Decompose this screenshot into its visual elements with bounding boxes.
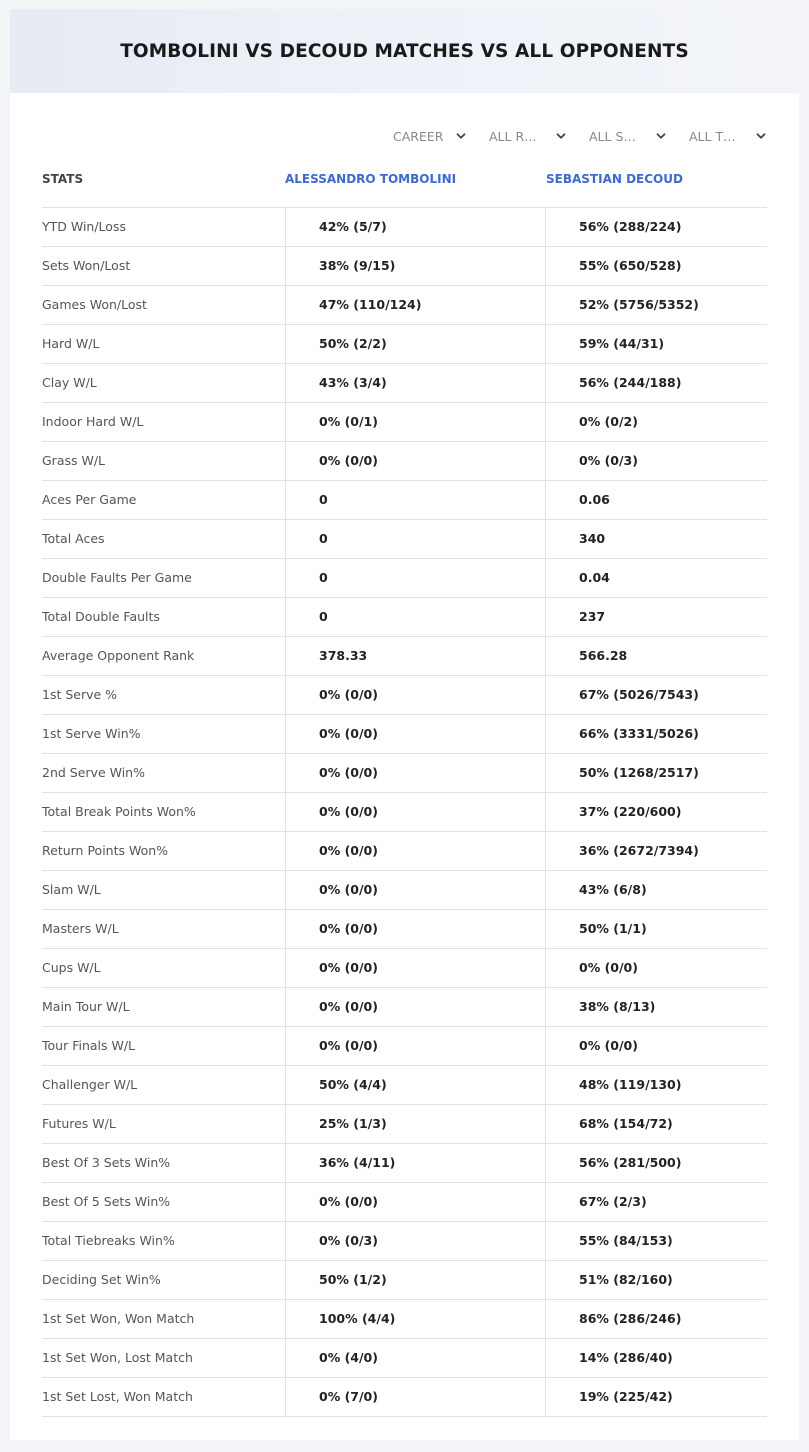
table-row [42, 247, 767, 286]
table-row [42, 442, 767, 481]
stat-label: 1st Serve % [42, 687, 118, 702]
table-row [42, 871, 767, 910]
player1-value: 0% (0/0) [285, 676, 545, 714]
table-row [42, 715, 767, 754]
player2-value: 14% (286/40) [545, 1339, 767, 1377]
player2-value: 67% (2/3) [545, 1183, 767, 1221]
stat-label: Indoor Hard W/L [42, 414, 144, 429]
player2-value: 55% (84/153) [545, 1222, 767, 1260]
stat-label: Clay W/L [42, 375, 97, 390]
player1-value: 0% (0/0) [285, 949, 545, 987]
table-row [42, 598, 767, 637]
player1-value: 0% (0/0) [285, 442, 545, 480]
stat-label: 1st Set Won, Lost Match [42, 1350, 193, 1365]
stat-label: Return Points Won% [42, 843, 169, 858]
header-player1-link[interactable]: ALESSANDRO TOMBOLINI [285, 172, 457, 186]
stat-label: Tour Finals W/L [42, 1038, 136, 1053]
stat-label: Deciding Set Win% [42, 1272, 161, 1287]
stats-table-body [42, 207, 767, 1417]
player1-value: 0% (0/0) [285, 871, 545, 909]
player1-value: 36% (4/11) [285, 1144, 545, 1182]
table-row [42, 403, 767, 442]
player1-value: 50% (2/2) [285, 325, 545, 363]
stat-label: Total Aces [42, 531, 105, 546]
table-row [42, 637, 767, 676]
table-row [42, 1222, 767, 1261]
player1-value: 0 [285, 481, 545, 519]
stats-card [10, 9, 799, 1440]
stat-label: Best Of 3 Sets Win% [42, 1155, 171, 1170]
player1-value: 47% (110/124) [285, 286, 545, 324]
player2-value: 0% (0/3) [545, 442, 767, 480]
player1-value: 38% (9/15) [285, 247, 545, 285]
filter-round-select[interactable] [478, 125, 567, 147]
player2-value: 43% (6/8) [545, 871, 767, 909]
table-row [42, 1300, 767, 1339]
player2-value: 19% (225/42) [545, 1378, 767, 1416]
table-row [42, 1339, 767, 1378]
table-row [42, 481, 767, 520]
filter-career-select[interactable] [378, 125, 467, 147]
player2-value: 0% (0/0) [545, 949, 767, 987]
table-row [42, 1027, 767, 1066]
player1-value: 0% (0/0) [285, 988, 545, 1026]
player2-value: 50% (1/1) [545, 910, 767, 948]
player1-value: 0 [285, 559, 545, 597]
filter-label: CAREER [393, 128, 444, 144]
player2-value: 52% (5756/5352) [545, 286, 767, 324]
player2-value: 38% (8/13) [545, 988, 767, 1026]
filter-surface-select[interactable] [578, 125, 667, 147]
player2-value: 37% (220/600) [545, 793, 767, 831]
player1-value: 100% (4/4) [285, 1300, 545, 1338]
stat-label: Sets Won/Lost [42, 258, 131, 273]
player1-value: 0% (0/1) [285, 403, 545, 441]
player1-value: 0 [285, 598, 545, 636]
stat-label: Futures W/L [42, 1116, 116, 1131]
stat-label: 1st Set Lost, Won Match [42, 1389, 193, 1404]
player2-value: 0% (0/0) [545, 1027, 767, 1065]
player1-value: 378.33 [285, 637, 545, 675]
player2-value: 0% (0/2) [545, 403, 767, 441]
player2-value: 51% (82/160) [545, 1261, 767, 1299]
player2-value: 48% (119/130) [545, 1066, 767, 1104]
table-row [42, 1066, 767, 1105]
stat-label: 2nd Serve Win% [42, 765, 145, 780]
filter-label: ALL R… [489, 128, 537, 144]
player2-value: 66% (3331/5026) [545, 715, 767, 753]
player1-value: 0% (0/0) [285, 832, 545, 870]
filter-label: ALL S… [589, 128, 636, 144]
table-row [42, 208, 767, 247]
stat-label: Games Won/Lost [42, 297, 147, 312]
player1-value: 25% (1/3) [285, 1105, 545, 1143]
player2-value: 50% (1268/2517) [545, 754, 767, 792]
stat-label: 1st Set Won, Won Match [42, 1311, 195, 1326]
table-row [42, 559, 767, 598]
table-row [42, 832, 767, 871]
player2-value: 237 [545, 598, 767, 636]
player2-value: 67% (5026/7543) [545, 676, 767, 714]
stat-label: Main Tour W/L [42, 999, 130, 1014]
player1-value: 0% (0/0) [285, 793, 545, 831]
player1-value: 0 [285, 520, 545, 558]
chevron-down-icon [655, 130, 667, 142]
player2-value: 68% (154/72) [545, 1105, 767, 1143]
player1-value: 50% (1/2) [285, 1261, 545, 1299]
player2-value: 56% (288/224) [545, 208, 767, 246]
table-row [42, 520, 767, 559]
page-header [10, 9, 799, 93]
player1-value: 0% (0/0) [285, 1027, 545, 1065]
filter-tournament-select[interactable] [678, 125, 767, 147]
stat-label: Aces Per Game [42, 492, 137, 507]
player2-value: 56% (281/500) [545, 1144, 767, 1182]
player2-value: 0.06 [545, 481, 767, 519]
stat-label: Slam W/L [42, 882, 101, 897]
player1-value: 0% (7/0) [285, 1378, 545, 1416]
chevron-down-icon [755, 130, 767, 142]
table-row [42, 1105, 767, 1144]
table-row [42, 325, 767, 364]
stat-label: Total Tiebreaks Win% [42, 1233, 175, 1248]
player1-value: 0% (0/0) [285, 715, 545, 753]
stat-label: Masters W/L [42, 921, 119, 936]
table-row [42, 676, 767, 715]
stat-label: Grass W/L [42, 453, 106, 468]
player2-value: 55% (650/528) [545, 247, 767, 285]
player2-value: 59% (44/31) [545, 325, 767, 363]
stat-label: Double Faults Per Game [42, 570, 192, 585]
table-row [42, 910, 767, 949]
player1-value: 0% (0/0) [285, 754, 545, 792]
filter-bar [378, 125, 767, 147]
chevron-down-icon [555, 130, 567, 142]
header-player2-link[interactable]: SEBASTIAN DECOUD [546, 172, 683, 186]
stat-label: Best Of 5 Sets Win% [42, 1194, 171, 1209]
table-row [42, 1261, 767, 1300]
stat-label: Total Break Points Won% [42, 804, 196, 819]
table-header [42, 169, 767, 207]
player2-value: 86% (286/246) [545, 1300, 767, 1338]
filter-label: ALL T… [689, 128, 736, 144]
table-row [42, 1144, 767, 1183]
table-row [42, 754, 767, 793]
stat-label: Challenger W/L [42, 1077, 138, 1092]
player1-value: 42% (5/7) [285, 208, 545, 246]
stat-label: Total Double Faults [42, 609, 160, 624]
stat-label: Hard W/L [42, 336, 100, 351]
table-row [42, 1378, 767, 1417]
table-row [42, 793, 767, 832]
table-row [42, 286, 767, 325]
stat-label: Cups W/L [42, 960, 101, 975]
player1-value: 50% (4/4) [285, 1066, 545, 1104]
table-row [42, 988, 767, 1027]
page-title: TOMBOLINI VS DECOUD MATCHES VS ALL OPPONENTS [120, 40, 689, 62]
player1-value: 0% (0/3) [285, 1222, 545, 1260]
table-row [42, 949, 767, 988]
player2-value: 0.04 [545, 559, 767, 597]
player1-value: 43% (3/4) [285, 364, 545, 402]
chevron-down-icon [455, 130, 467, 142]
stat-label: Average Opponent Rank [42, 648, 195, 663]
player2-value: 566.28 [545, 637, 767, 675]
player1-value: 0% (4/0) [285, 1339, 545, 1377]
stat-label: YTD Win/Loss [42, 219, 126, 234]
table-row [42, 364, 767, 403]
player2-value: 340 [545, 520, 767, 558]
player1-value: 0% (0/0) [285, 1183, 545, 1221]
stat-label: 1st Serve Win% [42, 726, 141, 741]
table-row [42, 1183, 767, 1222]
header-stats: STATS [42, 172, 84, 186]
player1-value: 0% (0/0) [285, 910, 545, 948]
player2-value: 36% (2672/7394) [545, 832, 767, 870]
player2-value: 56% (244/188) [545, 364, 767, 402]
